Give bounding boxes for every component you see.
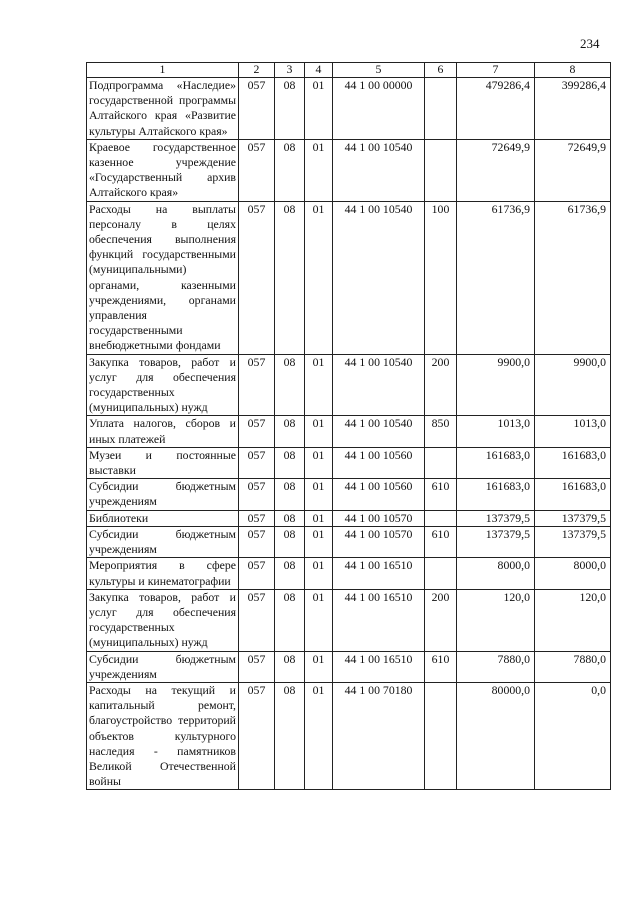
cell-amount-year1: 137379,5 (457, 510, 535, 526)
table-row (87, 479, 611, 510)
cell-name: Библиотеки (87, 510, 239, 526)
cell-ministry: 057 (239, 589, 275, 651)
table-row (87, 651, 611, 682)
cell-ministry: 057 (239, 558, 275, 589)
cell-expense-type (425, 78, 457, 140)
cell-amount-year1: 61736,9 (457, 201, 535, 354)
cell-amount-year1: 161683,0 (457, 479, 535, 510)
cell-amount-year2: 61736,9 (535, 201, 611, 354)
cell-ministry: 057 (239, 416, 275, 447)
cell-amount-year1: 80000,0 (457, 682, 535, 789)
cell-target-article: 44 1 00 70180 (333, 682, 425, 789)
table-row (87, 447, 611, 478)
cell-amount-year2: 137379,5 (535, 526, 611, 557)
cell-ministry: 057 (239, 682, 275, 789)
column-header: 3 (275, 63, 305, 78)
table-row (87, 558, 611, 589)
table-row (87, 78, 611, 140)
cell-name: Расходы на выплаты персоналу в целях обеспечения выполнения функций государственными (муниципальными) органами, казенными учреждениями, органами управления государственными внебюджетными фондами (87, 201, 239, 354)
cell-expense-type (425, 510, 457, 526)
cell-amount-year2: 8000,0 (535, 558, 611, 589)
column-header: 4 (305, 63, 333, 78)
cell-section: 08 (275, 354, 305, 416)
column-header: 6 (425, 63, 457, 78)
cell-target-article: 44 1 00 00000 (333, 78, 425, 140)
cell-subsection: 01 (305, 526, 333, 557)
cell-subsection: 01 (305, 201, 333, 354)
cell-ministry: 057 (239, 651, 275, 682)
cell-target-article: 44 1 00 10560 (333, 447, 425, 478)
cell-ministry: 057 (239, 201, 275, 354)
cell-section: 08 (275, 510, 305, 526)
cell-name: Музеи и постоянные выставки (87, 447, 239, 478)
cell-target-article: 44 1 00 10540 (333, 354, 425, 416)
cell-subsection: 01 (305, 682, 333, 789)
cell-ministry: 057 (239, 479, 275, 510)
table-row (87, 139, 611, 201)
cell-subsection: 01 (305, 78, 333, 140)
cell-amount-year1: 1013,0 (457, 416, 535, 447)
cell-amount-year1: 7880,0 (457, 651, 535, 682)
cell-section: 08 (275, 526, 305, 557)
cell-target-article: 44 1 00 10560 (333, 479, 425, 510)
cell-subsection: 01 (305, 416, 333, 447)
cell-expense-type: 850 (425, 416, 457, 447)
cell-name: Закупка товаров, работ и услуг для обеспечения государственных (муниципальных) нужд (87, 589, 239, 651)
cell-section: 08 (275, 479, 305, 510)
cell-section: 08 (275, 651, 305, 682)
cell-amount-year2: 0,0 (535, 682, 611, 789)
header-row (87, 63, 611, 78)
cell-ministry: 057 (239, 354, 275, 416)
cell-target-article: 44 1 00 10570 (333, 526, 425, 557)
column-header: 5 (333, 63, 425, 78)
cell-amount-year1: 161683,0 (457, 447, 535, 478)
cell-section: 08 (275, 201, 305, 354)
cell-expense-type (425, 682, 457, 789)
cell-name: Мероприятия в сфере культуры и кинематографии (87, 558, 239, 589)
cell-expense-type: 610 (425, 479, 457, 510)
cell-amount-year1: 8000,0 (457, 558, 535, 589)
cell-amount-year1: 137379,5 (457, 526, 535, 557)
cell-target-article: 44 1 00 16510 (333, 589, 425, 651)
cell-section: 08 (275, 682, 305, 789)
cell-ministry: 057 (239, 447, 275, 478)
cell-amount-year1: 9900,0 (457, 354, 535, 416)
cell-name: Субсидии бюджетным учреждениям (87, 479, 239, 510)
cell-ministry: 057 (239, 139, 275, 201)
cell-expense-type: 200 (425, 354, 457, 416)
cell-name: Субсидии бюджетным учреждениям (87, 526, 239, 557)
cell-section: 08 (275, 558, 305, 589)
cell-target-article: 44 1 00 10540 (333, 201, 425, 354)
cell-target-article: 44 1 00 16510 (333, 558, 425, 589)
cell-name: Подпрограмма «Наследие» государственной программы Алтайского края «Развитие культуры Алтайского края» (87, 78, 239, 140)
cell-ministry: 057 (239, 526, 275, 557)
cell-amount-year2: 137379,5 (535, 510, 611, 526)
cell-subsection: 01 (305, 354, 333, 416)
cell-section: 08 (275, 589, 305, 651)
cell-expense-type: 200 (425, 589, 457, 651)
cell-amount-year2: 399286,4 (535, 78, 611, 140)
cell-name: Расходы на текущий и капитальный ремонт, благоустройство территорий объектов культурного наследия - памятников Великой Отечественной войны (87, 682, 239, 789)
table-row (87, 354, 611, 416)
cell-section: 08 (275, 78, 305, 140)
cell-name: Закупка товаров, работ и услуг для обеспечения государственных (муниципальных) нужд (87, 354, 239, 416)
cell-target-article: 44 1 00 10540 (333, 416, 425, 447)
table-row (87, 682, 611, 789)
cell-amount-year2: 1013,0 (535, 416, 611, 447)
cell-subsection: 01 (305, 510, 333, 526)
cell-name: Краевое государственное казенное учреждение «Государственный архив Алтайского края» (87, 139, 239, 201)
column-header: 7 (457, 63, 535, 78)
budget-table (86, 62, 611, 790)
cell-name: Субсидии бюджетным учреждениям (87, 651, 239, 682)
cell-target-article: 44 1 00 10540 (333, 139, 425, 201)
cell-expense-type (425, 447, 457, 478)
cell-amount-year1: 479286,4 (457, 78, 535, 140)
table-row (87, 201, 611, 354)
table-row (87, 510, 611, 526)
cell-amount-year2: 7880,0 (535, 651, 611, 682)
table-row (87, 416, 611, 447)
column-header: 2 (239, 63, 275, 78)
cell-subsection: 01 (305, 479, 333, 510)
cell-ministry: 057 (239, 510, 275, 526)
cell-section: 08 (275, 416, 305, 447)
cell-subsection: 01 (305, 558, 333, 589)
cell-expense-type: 610 (425, 526, 457, 557)
cell-amount-year2: 120,0 (535, 589, 611, 651)
cell-ministry: 057 (239, 78, 275, 140)
page-number: 234 (580, 36, 600, 51)
cell-subsection: 01 (305, 651, 333, 682)
cell-section: 08 (275, 139, 305, 201)
column-header: 1 (87, 63, 239, 78)
cell-amount-year2: 161683,0 (535, 479, 611, 510)
cell-target-article: 44 1 00 10570 (333, 510, 425, 526)
column-header: 8 (535, 63, 611, 78)
cell-subsection: 01 (305, 139, 333, 201)
cell-expense-type: 610 (425, 651, 457, 682)
cell-amount-year2: 9900,0 (535, 354, 611, 416)
cell-subsection: 01 (305, 447, 333, 478)
cell-expense-type (425, 558, 457, 589)
cell-expense-type: 100 (425, 201, 457, 354)
cell-amount-year2: 161683,0 (535, 447, 611, 478)
cell-expense-type (425, 139, 457, 201)
table-row (87, 589, 611, 651)
table-row (87, 526, 611, 557)
cell-amount-year1: 72649,9 (457, 139, 535, 201)
cell-subsection: 01 (305, 589, 333, 651)
cell-amount-year2: 72649,9 (535, 139, 611, 201)
cell-amount-year1: 120,0 (457, 589, 535, 651)
cell-section: 08 (275, 447, 305, 478)
cell-name: Уплата налогов, сборов и иных платежей (87, 416, 239, 447)
cell-target-article: 44 1 00 16510 (333, 651, 425, 682)
